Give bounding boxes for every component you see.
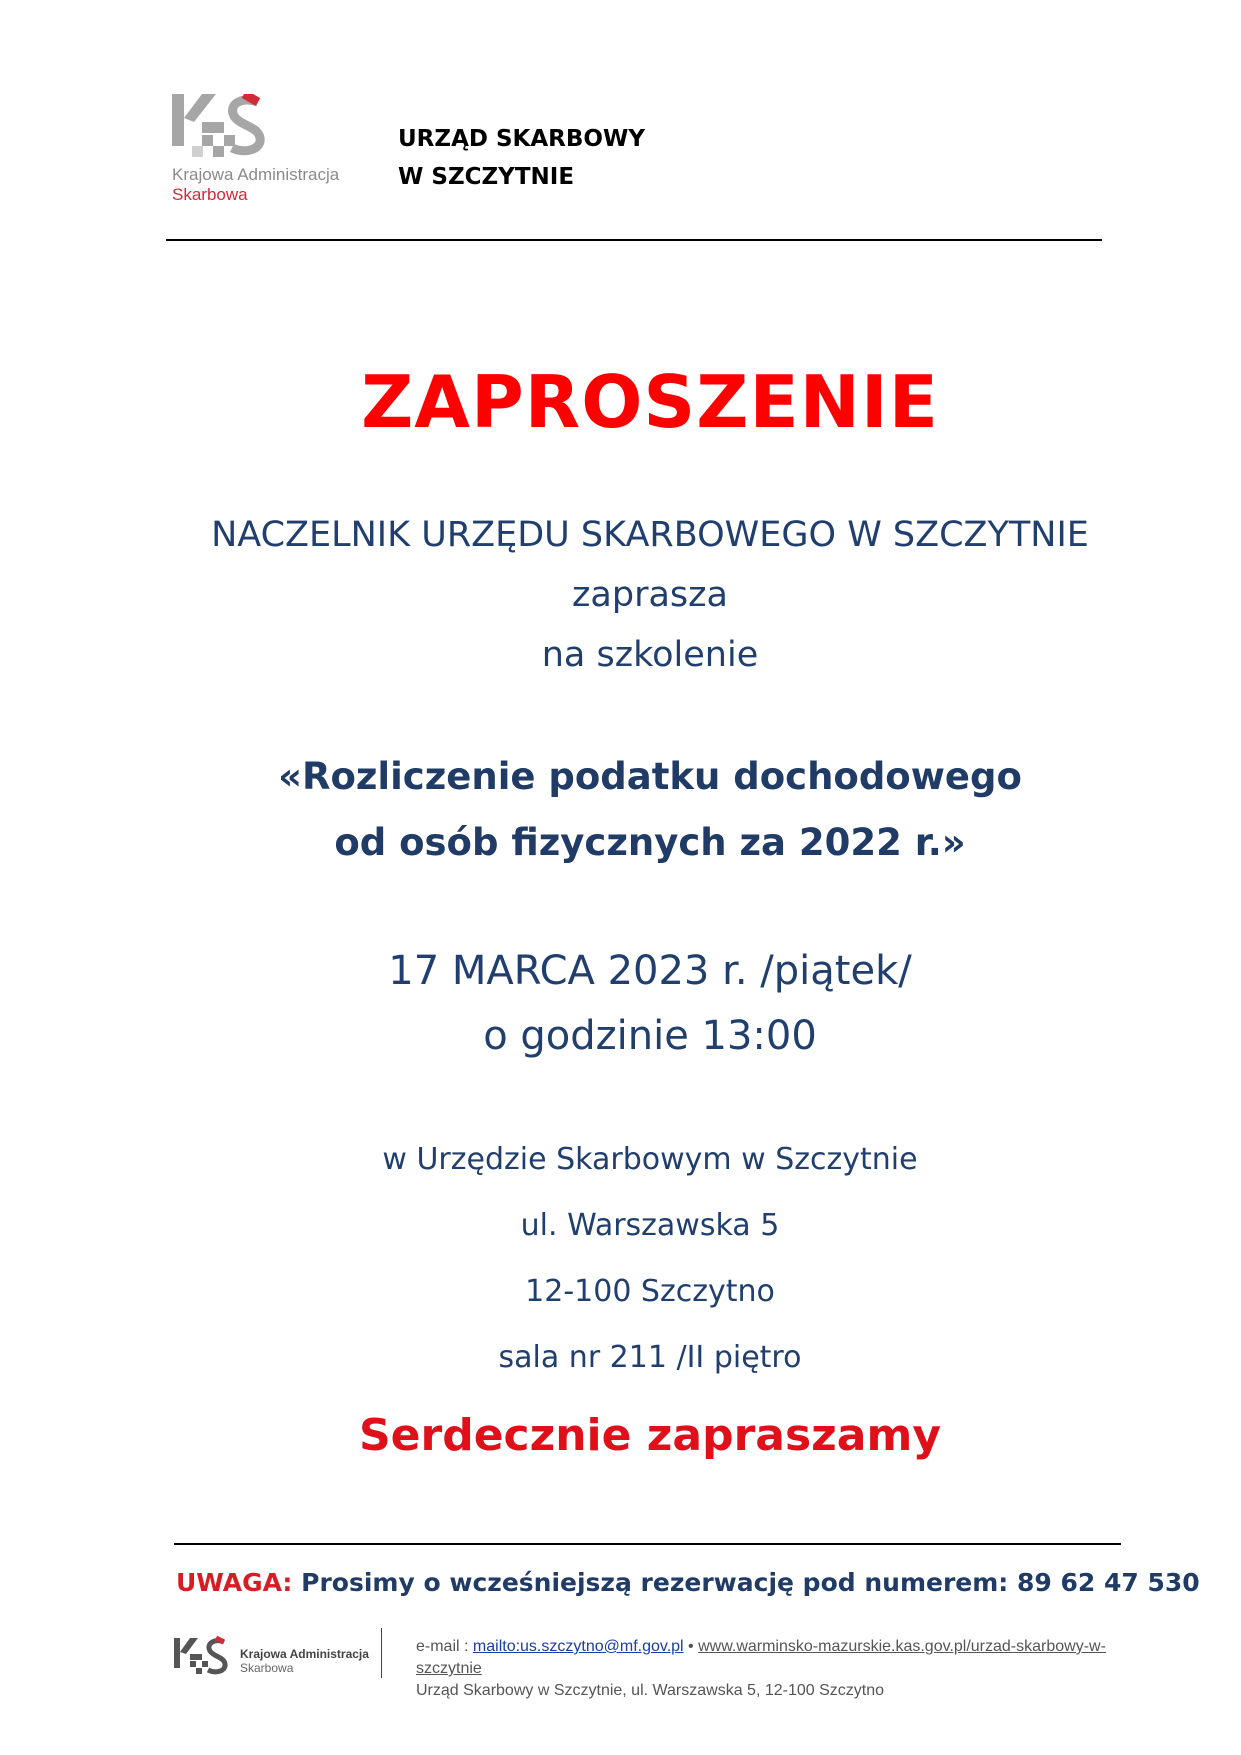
venue-city: 12-100 Szczytno [525,1274,775,1309]
office-name [398,120,645,196]
reservation-notice [176,1568,1200,1597]
invitation-title: ZAPROSZENIE [361,360,939,444]
invites-line: zaprasza [572,575,728,615]
closing-line: Serdecznie zapraszamy [358,1410,942,1461]
logo-text-line2: Skarbowa [172,185,248,204]
footer-divider [174,1543,1121,1545]
office-name-line2: W SZCZYTNIE [398,164,575,190]
event-date: 17 MARCA 2023 r. /piątek/ [388,948,912,994]
venue-street: ul. Warszawska 5 [520,1208,780,1243]
kas-emblem-small-icon [174,1634,384,1686]
training-line: na szkolenie [541,635,759,675]
email-link[interactable]: mailto:us.szczytno@mf.gov.pl [472,1638,684,1655]
kas-emblem-icon [172,94,372,206]
logo-text-line1: Krajowa Administracja [172,165,340,184]
footer-contact-line [416,1636,1116,1680]
website-link[interactable]: www.warminsko-mazurskie.kas.gov.pl/urzad-skarbowy-w-szczytnie [416,1638,1106,1677]
kas-logo [172,94,372,206]
venue-room: sala nr 211 /II piętro [498,1340,802,1375]
notice-text: Prosimy o wcześniejszą rezerwację pod numerem: 89 62 47 530 [292,1568,1200,1597]
office-name-line1: URZĄD SKARBOWY [398,126,645,152]
course-title-line2: od osób fizycznych za 2022 r.» [334,821,966,864]
event-hour: o godzinie 13:00 [483,1013,817,1059]
footer-logo-line1: Krajowa Administracja [240,1647,369,1661]
footer-logo-line2: Skarbowa [240,1661,294,1675]
venue-line1: w Urzędzie Skarbowym w Szczytnie [382,1142,918,1177]
footer-vertical-divider [381,1628,382,1678]
organizer-line: NACZELNIK URZĘDU SKARBOWEGO W SZCZYTNIE [211,515,1089,555]
notice-label: UWAGA: [176,1568,293,1597]
footer-address: Urząd Skarbowy w Szczytnie, ul. Warszawska 5, 12-100 Szczytno [416,1682,885,1699]
email-prefix: e-mail : [416,1638,473,1655]
footer-bullet: • [683,1638,699,1655]
course-title-line1: «Rozliczenie podatku dochodowego [278,755,1022,798]
kas-logo-footer [174,1634,384,1686]
header-divider [166,239,1102,241]
footer-contact [416,1636,1116,1702]
